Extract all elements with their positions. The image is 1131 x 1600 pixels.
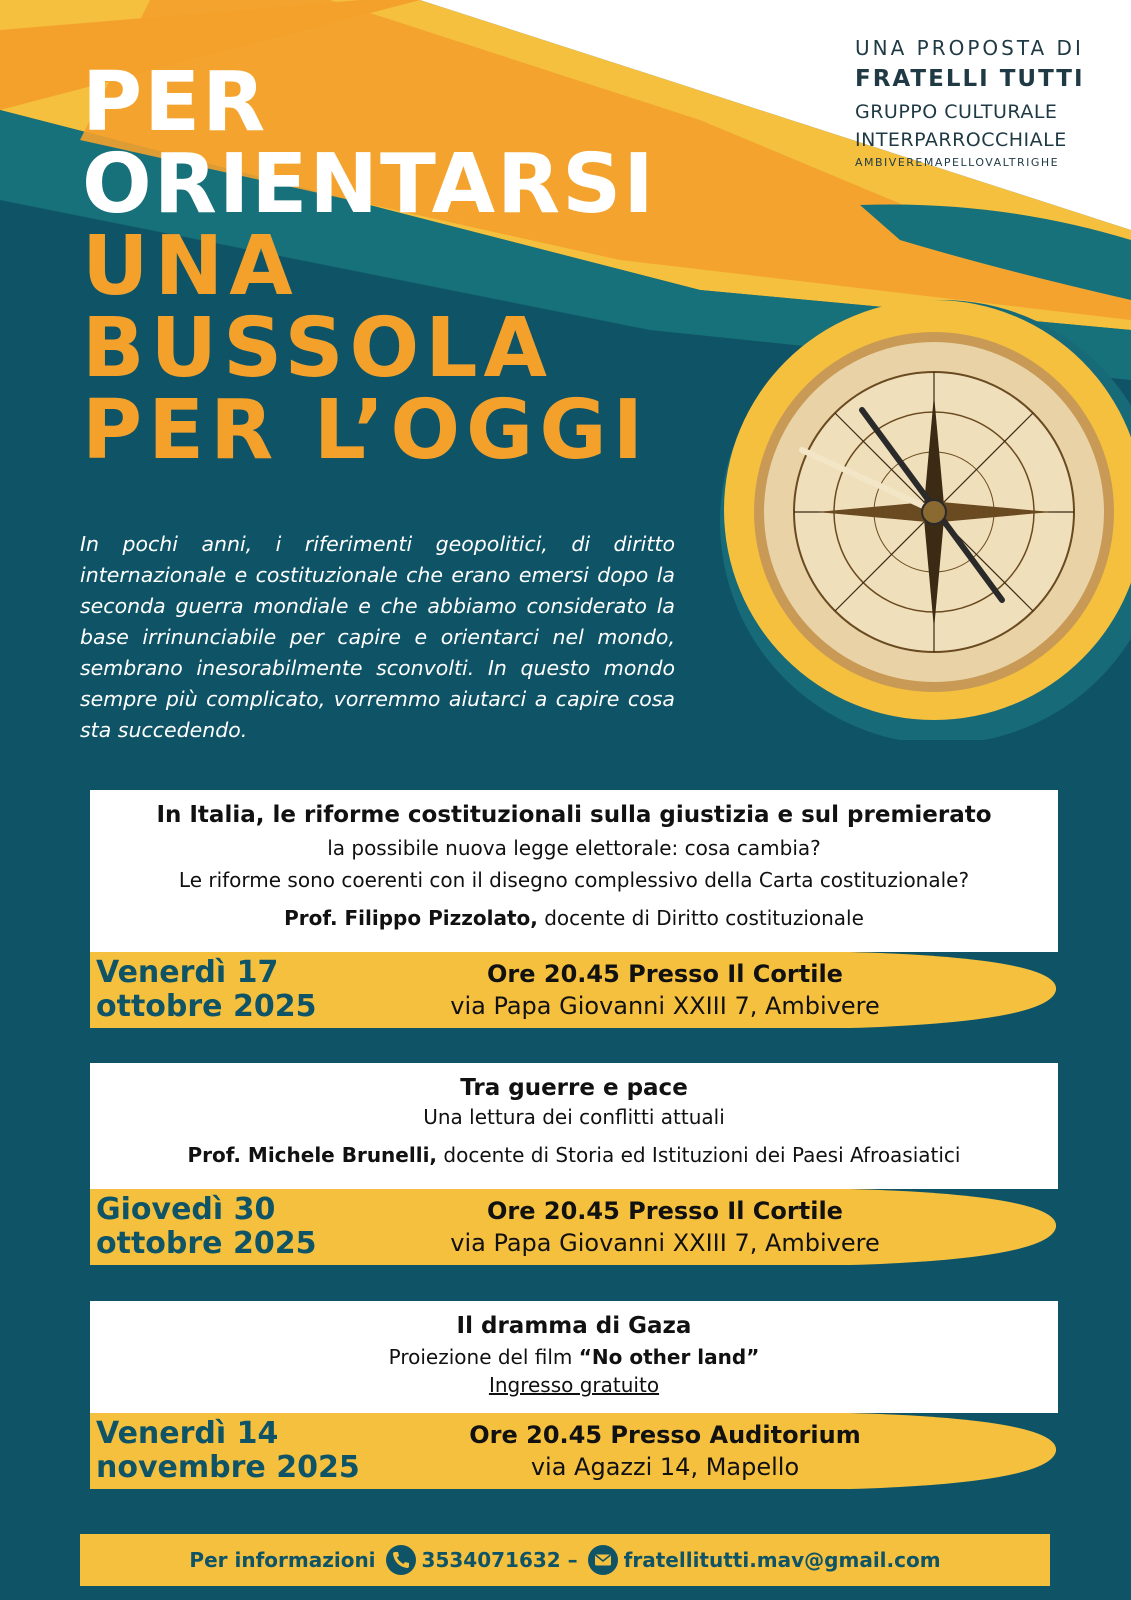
contact-phone[interactable]: 3534071632 –	[421, 1548, 578, 1572]
event-1-line-1: la possibile nuova legge elettorale: cosa cambia?	[327, 836, 821, 860]
contact-footer	[80, 1534, 1050, 1586]
event-2-date-day: Giovedì 30	[96, 1192, 276, 1227]
contact-label: Per informazioni	[189, 1548, 376, 1572]
event-2-speaker-name: Prof. Michele Brunelli,	[187, 1143, 438, 1167]
title-line-4: BUSSOLA	[82, 301, 553, 396]
event-1-speaker	[90, 906, 1058, 930]
event-2-date	[96, 1193, 316, 1261]
contact-email[interactable]: fratellitutti.mav@gmail.com	[623, 1548, 941, 1572]
organizer-group: GRUPPO CULTURALE	[855, 101, 1058, 123]
organizer-name: FRATELLI TUTTI	[855, 66, 1085, 92]
event-2-time-place: Ore 20.45 Presso Il Cortile	[487, 1197, 843, 1225]
event-2-heading: Tra guerre e pace	[460, 1075, 688, 1101]
event-2-address: via Papa Giovanni XXIII 7, Ambivere	[450, 1229, 880, 1257]
event-1-speaker-role: docente di Diritto costituzionale	[537, 906, 864, 930]
event-3-venue	[390, 1419, 940, 1483]
event-3-details	[90, 1301, 1058, 1413]
event-1-address: via Papa Giovanni XXIII 7, Ambivere	[450, 992, 880, 1020]
title-line-1: PER	[82, 55, 268, 150]
event-3-film-prefix: Proiezione del film	[388, 1345, 579, 1369]
event-3-schedule	[90, 1413, 1058, 1489]
event-2-line-1: Una lettura dei conflitti attuali	[423, 1105, 725, 1129]
event-3-date	[96, 1417, 360, 1485]
title-line-3: UNA	[82, 219, 299, 314]
event-1-time-place: Ore 20.45 Presso Il Cortile	[487, 960, 843, 988]
event-3-address: via Agazzi 14, Mapello	[530, 1453, 800, 1481]
event-1-schedule	[90, 952, 1058, 1028]
event-2-details	[90, 1063, 1058, 1189]
event-3-time-place: Ore 20.45 Presso Auditorium	[469, 1421, 861, 1449]
event-1-line-2: Le riforme sono coerenti con il disegno complessivo della Carta costituzionale?	[178, 868, 970, 892]
event-2-speaker-role: docente di Storia ed Istituzioni dei Paesi Afroasiatici	[437, 1143, 961, 1167]
event-1-heading: In Italia, le riforme costituzionali sulla giustizia e sul premierato	[156, 802, 992, 828]
event-1-speaker-name: Prof. Filippo Pizzolato,	[284, 906, 538, 930]
event-3-line-1	[90, 1345, 1058, 1369]
event-1-date-month: ottobre 2025	[96, 989, 317, 1024]
event-3-date-day: Venerdì 14	[96, 1416, 279, 1451]
event-3-film-title: “No other land”	[578, 1345, 760, 1369]
event-1-venue	[390, 958, 940, 1022]
title-line-2: ORIENTARSI	[82, 137, 656, 232]
event-1-details	[90, 790, 1058, 952]
event-3-heading: Il dramma di Gaza	[456, 1313, 692, 1339]
event-2-schedule	[90, 1189, 1058, 1265]
organizer-type: INTERPARROCCHIALE	[855, 129, 1067, 151]
event-1-date	[96, 956, 316, 1024]
event-1-date-day: Venerdì 17	[96, 955, 279, 990]
page-title	[82, 55, 656, 478]
event-3-date-month: novembre 2025	[96, 1450, 360, 1485]
event-2-date-month: ottobre 2025	[96, 1226, 317, 1261]
organizer-towns: AMBIVEREMAPELLOVALTRIGHE	[855, 156, 1060, 169]
event-3-free-entry: Ingresso gratuito	[488, 1373, 660, 1397]
compass-image	[712, 300, 1131, 740]
title-line-5: PER L’OGGI	[82, 383, 650, 478]
phone-icon	[386, 1545, 416, 1575]
event-2-speaker	[90, 1143, 1058, 1167]
organizer-block	[855, 36, 1105, 169]
envelope-icon	[588, 1545, 618, 1575]
event-2-venue	[390, 1195, 940, 1259]
intro-paragraph: In pochi anni, i riferimenti geopolitici, di diritto internazionale e costituzionale che erano emersi dopo la seconda guerra mondiale e che abbiamo considerato la base irrinunciabile per capire e orientarci nel mondo, sembrano inesorabilmente sconvolti. In questo mondo sempre più complicato, vorremmo aiutarci a capire cosa sta succedendo.	[80, 531, 675, 742]
organizer-intro: UNA PROPOSTA DI	[855, 36, 1084, 60]
